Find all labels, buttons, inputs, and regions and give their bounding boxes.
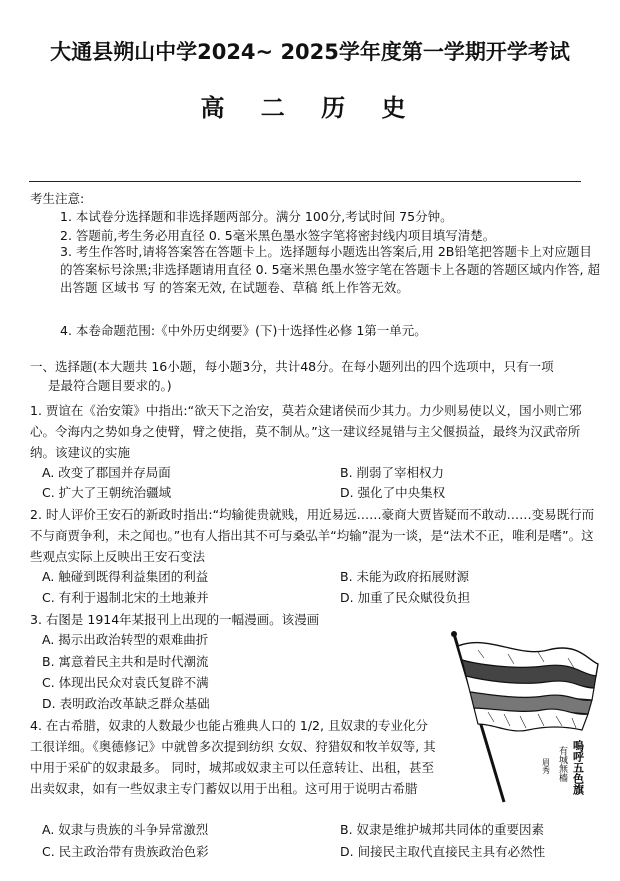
- question-1-stem: 1. 贾谊在《治安策》中指出:“欲天下之治安，莫若众建诸侯而少其力。力少则易使以义，国小则亡邪心。令海内之势如身之使臂，臂之使指，莫不制从。”这一建议经晁错与主父偃损益，最终为汉武帝所纳。该建议的实施: [30, 403, 582, 460]
- question-3-option-b[interactable]: B. 寓意着民主共和是时代潮流: [42, 654, 209, 669]
- cartoon-figure: [448, 630, 608, 809]
- question-2-stem: 2. 时人评价王安石的新政时指出:“均输徙贵就贱，用近易远……豪商大贾皆疑而不敢动……变易既行而不与商贾争利，未之闻也。”也有人指出其不可与桑弘羊“均输”混为一谈，是“法术不正，唯利是嗜”。这些观点实际上反映出王安石变法: [30, 507, 595, 564]
- notice-item-4: 4. 本卷命题范围:《中外历史纲要》(下)十选择性必修 1第一单元。: [60, 323, 427, 338]
- question-1-option-d[interactable]: D. 强化了中央集权: [340, 485, 446, 500]
- cartoon-caption-sub: 有城無檣: [557, 746, 567, 782]
- cartoon-signature: 眉秀: [541, 758, 551, 774]
- question-4-stem: 4. 在古希腊，奴隶的人数最少也能占雅典人口的 1/2, 且奴隶的专业化分工很详细。《奥德修记》中就曾多次提到纺织 女奴、狩猎奴和牧羊奴等, 其中用于采矿的奴隶最多。 同时，城邦或奴隶主可以任意转让、出租，甚至出卖奴隶，如有一些奴隶主专门蓄奴以用于出租。这可用于说明古希腊: [30, 718, 436, 796]
- subject-title: 高 二 历 史: [200, 94, 420, 122]
- question-4-option-d[interactable]: D. 间接民主取代直接民主具有必然性: [340, 844, 546, 859]
- flag-pole-top: [451, 631, 457, 637]
- notice-item-1: 1. 本试卷分选择题和非选择题两部分。满分 100分,考试时间 75分钟。: [60, 209, 453, 224]
- notice-item-2: 2. 答题前,考生务必用直径 0. 5毫米黑色墨水签字笔将密封线内项目填写清楚。: [60, 228, 496, 243]
- question-3-stem: 3. 右图是 1914年某报刊上出现的一幅漫画。该漫画: [30, 612, 320, 627]
- question-3-option-d[interactable]: D. 表明政治改革缺乏群众基础: [42, 696, 210, 711]
- question-3-option-a[interactable]: A. 揭示出政治转型的艰难曲折: [42, 632, 209, 647]
- question-4-option-c[interactable]: C. 民主政治带有贵族政治色彩: [42, 844, 209, 859]
- notice-item-3: 3. 考生作答时,请将答案答在答题卡上。选择题每小题选出答案后,用 2B铅笔把答题卡上对应题目的答案标号涂黑;非选择题请用直径 0. 5毫米黑色墨水签字笔在答题卡上各题的答题区域内作答, 超 出答题 区域书 写 的答案无效, 在试题卷、草稿 纸上作答无效。: [60, 244, 600, 295]
- cartoon-caption-main: 嗚呼五色旗: [571, 740, 585, 795]
- tattered-flag-cartoon: [448, 630, 608, 805]
- header-divider: [29, 181, 581, 182]
- question-1-option-a[interactable]: A. 改变了郡国并存局面: [42, 465, 171, 480]
- section-heading-line2: 是最符合题目要求的。): [48, 378, 172, 393]
- question-4-option-a[interactable]: A. 奴隶与贵族的斗争异常激烈: [42, 822, 209, 837]
- section-heading-line1: 一、选择题(本大题共 16小题，每小题3分，共计48分。在每小题列出的四个选项中，只有一项: [30, 359, 554, 374]
- question-2-option-d[interactable]: D. 加重了民众赋役负担: [340, 590, 471, 605]
- exam-title: 大通县朔山中学2024~ 2025学年度第一学期开学考试: [50, 40, 570, 64]
- question-2-option-a[interactable]: A. 触碰到既得利益集团的利益: [42, 569, 209, 584]
- question-1-option-c[interactable]: C. 扩大了王朝统治疆域: [42, 485, 172, 500]
- section-heading: [30, 357, 598, 395]
- question-2-option-c[interactable]: C. 有利于遏制北宋的土地兼并: [42, 590, 209, 605]
- question-3-option-c[interactable]: C. 体现出民众对袁氏复辟不满: [42, 675, 209, 690]
- question-2-option-b[interactable]: B. 未能为政府拓展财源: [340, 569, 470, 584]
- question-4-option-b[interactable]: B. 奴隶是维护城邦共同体的重要因素: [340, 822, 545, 837]
- question-1-option-b[interactable]: B. 削弱了宰相权力: [340, 465, 445, 480]
- notice-heading: 考生注意:: [30, 191, 85, 206]
